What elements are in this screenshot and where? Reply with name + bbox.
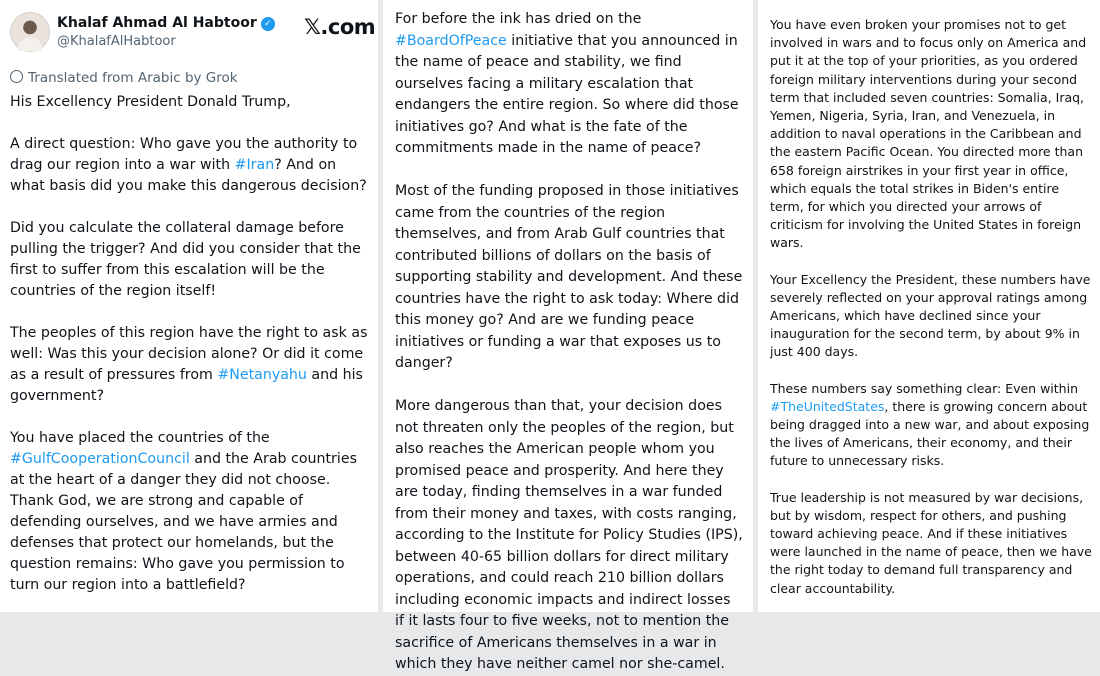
tweet-body-col2 bbox=[395, 9, 743, 676]
text-span: initiative that you announced in the name of peace and stability, we find ourselves facing a military escalation that endangers the entire region. So where did those initiatives go? And what is the fate of the commitments made in the name of peace? bbox=[395, 32, 739, 156]
hashtag-gcc[interactable]: #GulfCooperationCouncil bbox=[10, 451, 190, 467]
text-span: For before the ink has dried on the bbox=[395, 11, 642, 27]
paragraph: True leadership is not measured by war decisions, but by wisdom, respect for others, and pushing toward achieving peace. And if these initiatives were launched in the name of peace, then we have the right today to demand full transparency and clear accountability. bbox=[770, 489, 1092, 596]
translation-notice[interactable] bbox=[10, 70, 368, 86]
text-span: and his government? bbox=[10, 367, 363, 404]
site-logo: 𝕏.com bbox=[304, 15, 376, 39]
tweet-panel-2 bbox=[383, 0, 753, 672]
paragraph: You have even broken your promises not to get involved in wars and to focus only on America and put it at the top of your priorities, as you ordered foreign military interventions during your second term that included seven countries: Somalia, Iraq, Yemen, Nigeria, Syria, Iran, and Venezuela, in addition to naval operations in the Caribbean and the eastern Pacific Ocean. You directed more than 658 foreign airstrikes in your first year in office, which equals the total strikes in Biden's entire term, for which you directed your arrows of criticism for involving the United States in foreign wars. bbox=[770, 17, 1087, 251]
paragraph: Did you calculate the collateral damage before pulling the trigger? And did you consider that the first to suffer from this escalation will be the countries of the region itself! bbox=[10, 220, 361, 299]
paragraph bbox=[10, 134, 368, 197]
text-span: You have placed the countries of the bbox=[10, 430, 270, 446]
paragraph bbox=[395, 9, 743, 160]
text-span: ? And on what basis did you make this dangerous decision? bbox=[10, 157, 367, 194]
verified-badge-icon: ✓ bbox=[261, 17, 275, 31]
text-span: The peoples of this region have the right to ask as well: Was this your decision alone? Or did it come as a result of pressures from bbox=[10, 325, 368, 383]
translate-icon bbox=[10, 70, 23, 83]
greeting: His Excellency President Donald Trump, bbox=[10, 94, 291, 110]
paragraph: Most of the funding proposed in those initiatives came from the countries of the region themselves, and from Arab Gulf countries that contributed billions of dollars on the basis of supporting stability and development. And these countries have the right to ask today: Where did this money go? And are we funding peace initiatives or funding a war that exposes us to danger? bbox=[395, 183, 743, 371]
text-span: These numbers say something clear: Even within bbox=[770, 380, 1078, 396]
text-span: , there is growing concern about being dragged into a new war, and about exposing the lives of Americans, their economy, and their future to unnecessary risks. bbox=[770, 398, 1090, 469]
author-avatar[interactable] bbox=[10, 12, 50, 52]
paragraph bbox=[770, 380, 1092, 471]
paragraph bbox=[10, 323, 368, 407]
tweet-header bbox=[10, 9, 376, 61]
tweet-panel-3 bbox=[758, 0, 1100, 612]
hashtag-theunitedstates[interactable]: #TheUnitedStates bbox=[770, 398, 885, 414]
author-name[interactable]: Khalaf Ahmad Al Habtoor bbox=[57, 15, 257, 31]
paragraph: Your Excellency the President, these numbers have severely reflected on your approval ratings among Americans, which have declined since your inauguration for the second term, by about 9% in just 400 days. bbox=[770, 271, 1091, 360]
author-name-row[interactable] bbox=[57, 15, 275, 31]
hashtag-iran[interactable]: #Iran bbox=[234, 157, 275, 173]
translation-label: Translated from Arabic by Grok bbox=[28, 70, 238, 86]
text-span: and the Arab countries at the heart of a danger they did not choose. Thank God, we are strong and capable of defending ourselves, and we have armies and defenses that protect our homelands, but the question remains: Who gave you permission to turn our region into a battlefield? bbox=[10, 451, 357, 593]
tweet-panel-1 bbox=[0, 0, 378, 612]
tweet-body-col1 bbox=[10, 92, 368, 596]
tweet-body-col3 bbox=[770, 16, 1092, 598]
paragraph bbox=[10, 428, 368, 596]
author-handle[interactable]: @KhalafAlHabtoor bbox=[57, 34, 176, 49]
text-span: A direct question: Who gave you the authority to drag our region into a war with bbox=[10, 136, 358, 173]
paragraph: More dangerous than that, your decision does not threaten only the peoples of the region, but also reaches the American people whom you promised peace and prosperity. And here they are today, finding themselves in a war funded from their money and taxes, with costs ranging, according to the Institute for Policy Studies (IPS), between 40-65 billion dollars for direct military operations, and could reach 210 billion dollars including economic impacts and indirect losses if it lasts four to five weeks, not to mention the sacrifice of Americans themselves in a war in which they have neither camel nor she-camel. bbox=[395, 398, 743, 672]
hashtag-netanyahu[interactable]: #Netanyahu bbox=[217, 367, 307, 383]
hashtag-boardofpeace[interactable]: #BoardOfPeace bbox=[395, 32, 507, 49]
